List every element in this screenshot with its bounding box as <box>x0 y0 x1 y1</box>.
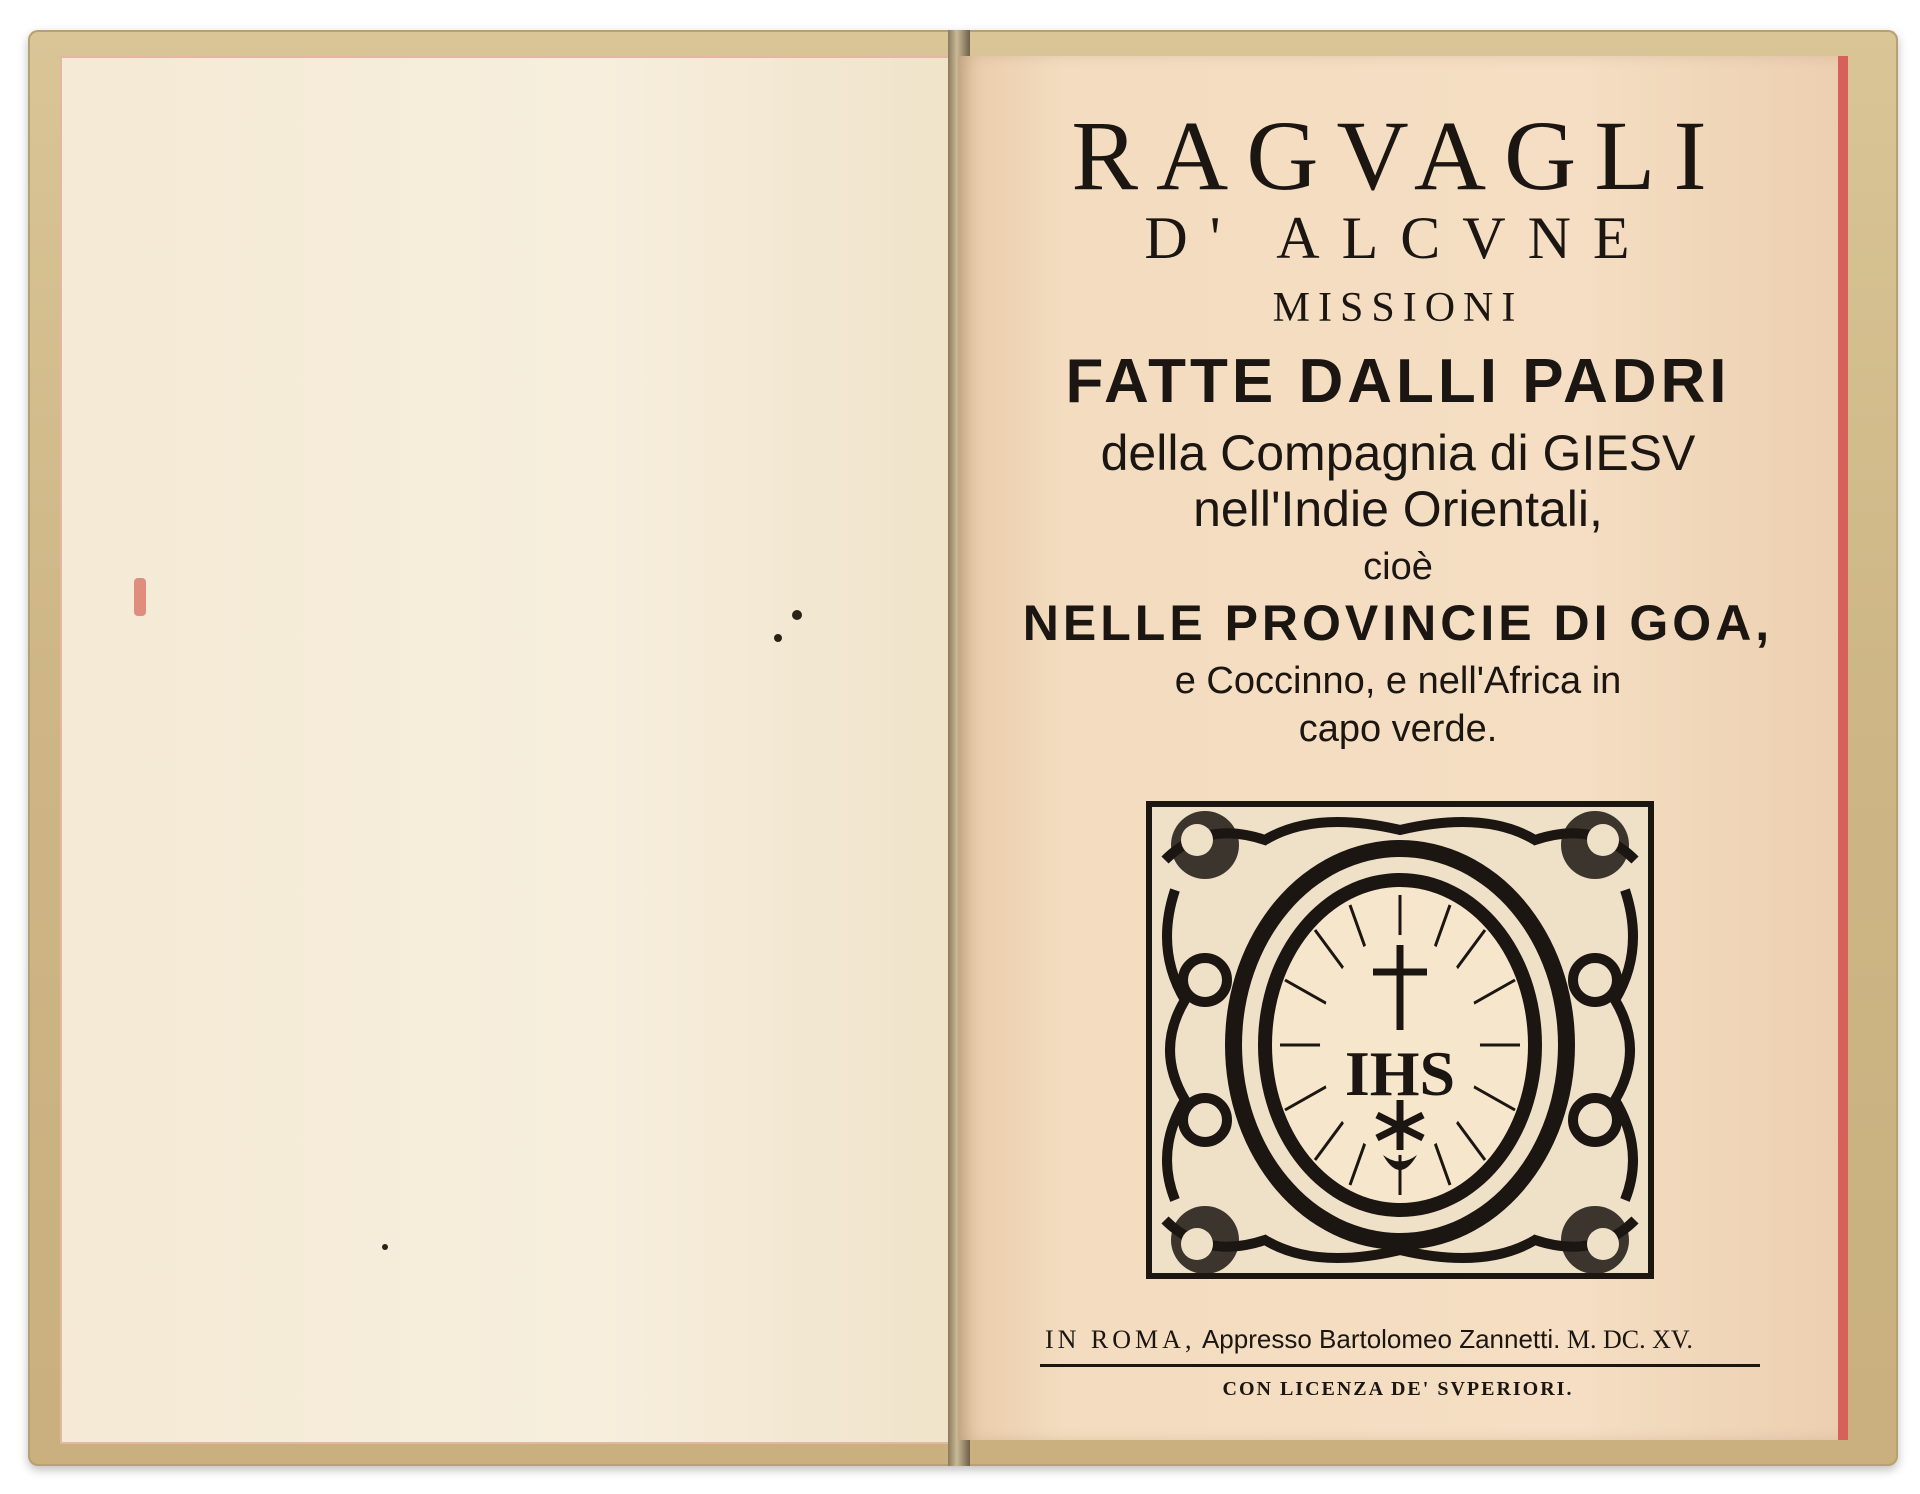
red-stain <box>134 578 146 616</box>
title-line-2: D' ALCVNE <box>1144 205 1652 271</box>
imprint-year: M. DC. XV. <box>1566 1325 1693 1354</box>
imprint-rule <box>1040 1364 1760 1367</box>
ihs-monogram: IHS <box>1344 1038 1456 1109</box>
title-line-1: RAGVAGLI <box>1071 100 1725 211</box>
title-line-7: cioè <box>1363 546 1433 588</box>
title-line-4: FATTE DALLI PADRI <box>1065 347 1731 416</box>
license-line: CON LICENZA DE' SVPERIORI. <box>1222 1378 1574 1400</box>
title-line-8: NELLE PROVINCIE DI GOA, <box>1022 595 1774 651</box>
imprint-place: IN ROMA, <box>1045 1325 1196 1354</box>
left-blank-page <box>60 56 960 1444</box>
jesuit-emblem-woodcut <box>1145 800 1655 1280</box>
foxing-spot <box>792 610 802 620</box>
title-line-6: nell'Indie Orientali, <box>1193 481 1603 537</box>
title-line-3: MISSIONI <box>1272 285 1524 331</box>
title-line-9: e Coccinno, e nell'Africa in <box>1174 660 1622 702</box>
title-line-5: della Compagnia di GIESV <box>1100 425 1696 481</box>
imprint-line <box>1045 1324 1765 1355</box>
foxing-spot <box>382 1244 388 1250</box>
imprint-printer: Appresso Bartolomeo Zannetti. <box>1201 1324 1561 1354</box>
title-line-10: capo verde. <box>1298 708 1498 750</box>
foxing-spot <box>774 634 782 642</box>
